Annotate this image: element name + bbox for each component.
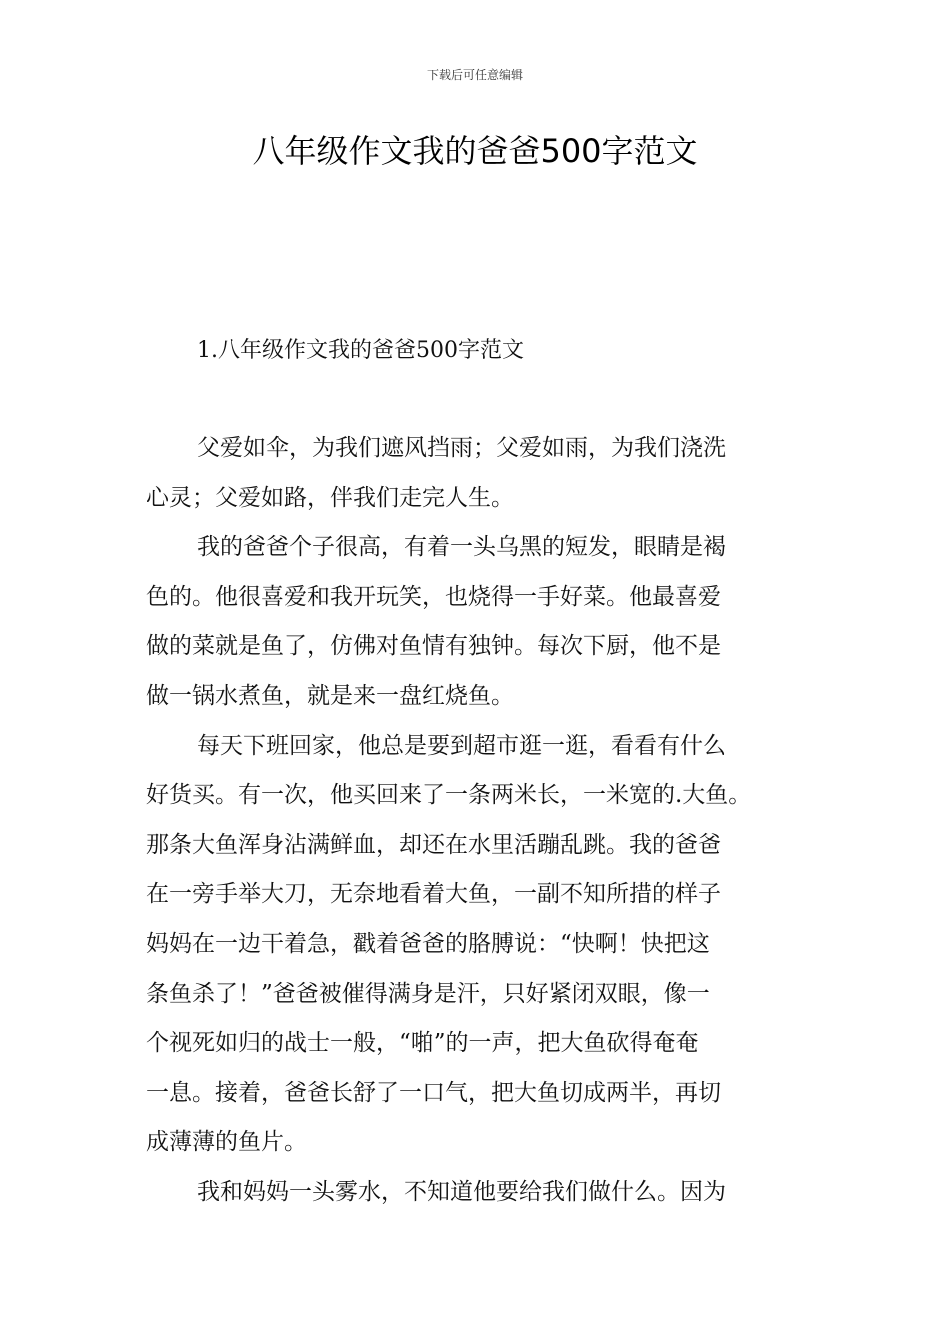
text-line: 那条大鱼浑身沾满鲜血，却还在水里活蹦乱跳。我的爸爸: [146, 831, 721, 858]
text-line: 个视死如归的战士一般，“啪”的一声，把大鱼砍得奄奄: [146, 1030, 699, 1057]
text-line: 一息。接着，爸爸长舒了一口气，把大鱼切成两半，再切: [146, 1079, 721, 1106]
paragraph-3: [146, 722, 836, 1168]
text-line: 条鱼杀了！”爸爸被催得满身是汗，只好紧闭双眼，像一: [146, 980, 710, 1007]
text-line: 成薄薄的鱼片。: [146, 1129, 307, 1156]
text-line: 好货买。有一次，他买回来了一条两米长，一米宽的.大鱼。: [146, 782, 752, 809]
text-line: 做的菜就是鱼了，仿佛对鱼情有独钟。每次下厨，他不是: [146, 633, 721, 660]
paragraph-2: [146, 523, 836, 721]
text-line: 做一锅水煮鱼，就是来一盘红烧鱼。: [146, 682, 514, 709]
text-line: 心灵；父爱如路，伴我们走完人生。: [146, 484, 514, 511]
document-title: 八年级作文我的爸爸500字范文: [252, 132, 698, 170]
text-line: 我和妈妈一头雾水，不知道他要给我们做什么。因为: [197, 1178, 726, 1205]
paragraph-1: [146, 424, 836, 523]
text-line: 我的爸爸个子很高，有着一头乌黑的短发，眼睛是褐: [197, 534, 726, 561]
paragraph-4: [146, 1168, 836, 1218]
header-note: 下载后可任意编辑: [426, 68, 523, 82]
text-line: 色的。他很喜爱和我开玩笑，也烧得一手好菜。他最喜爱: [146, 583, 721, 610]
text-line: 妈妈在一边干着急，戳着爸爸的胳膊说：“快啊！快把这: [146, 930, 710, 957]
essay-body: [146, 424, 836, 1218]
section-heading: 1.八年级作文我的爸爸500字范文: [197, 338, 524, 363]
text-line: 在一旁手举大刀，无奈地看着大鱼，一副不知所措的样子: [146, 881, 721, 908]
text-line: 父爱如伞，为我们遮风挡雨；父爱如雨，为我们浇洗: [197, 435, 726, 461]
text-line: 每天下班回家，他总是要到超市逛一逛，看看有什么: [197, 732, 726, 759]
